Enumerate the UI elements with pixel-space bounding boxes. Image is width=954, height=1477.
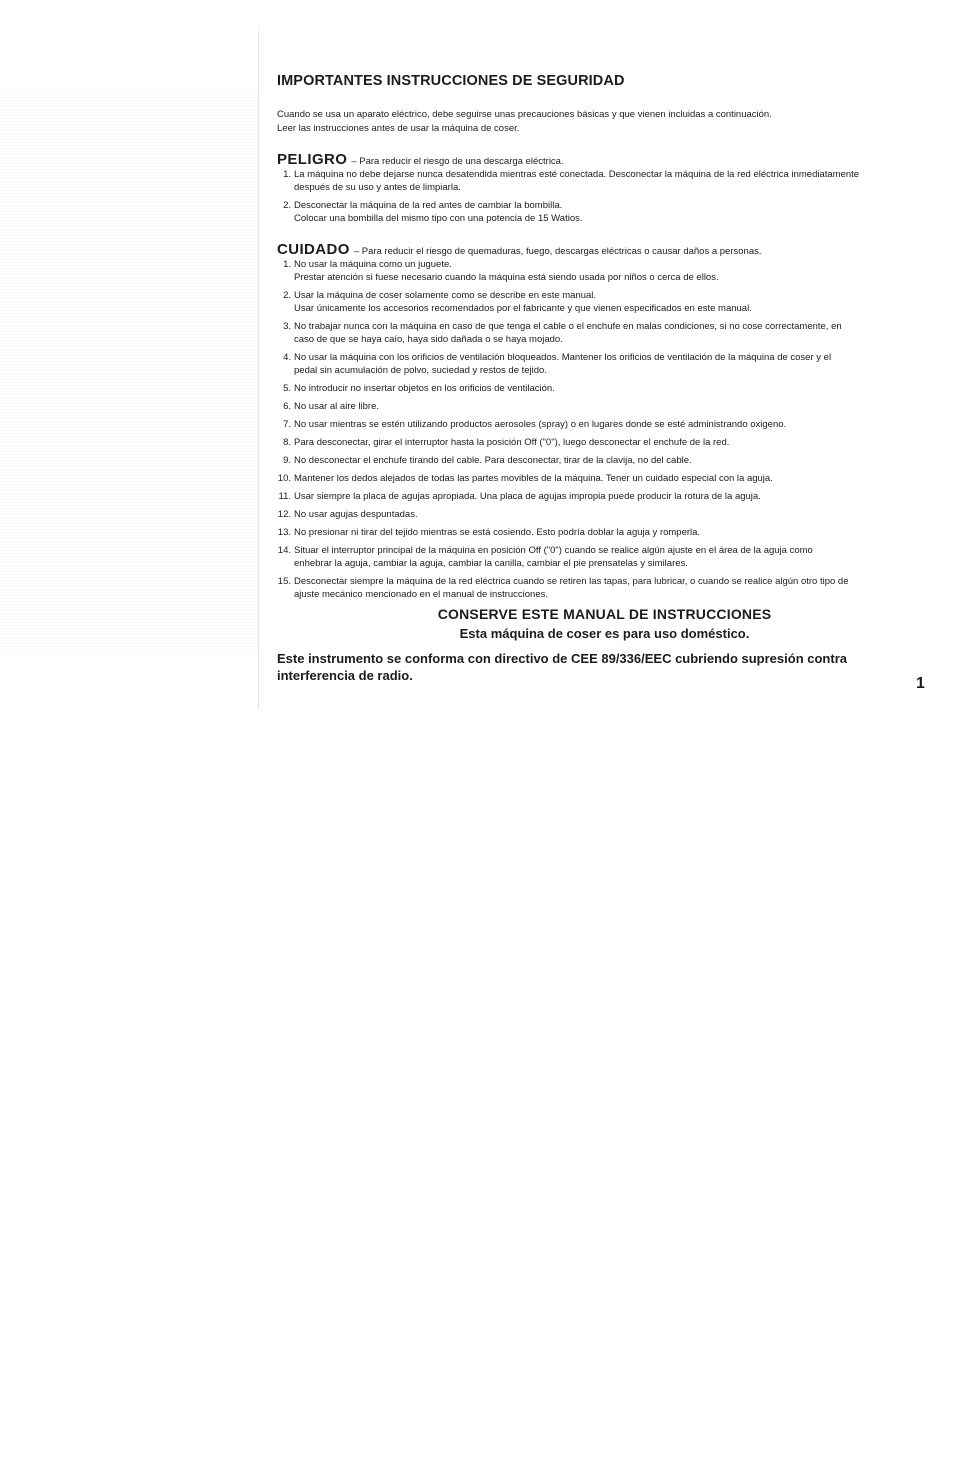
list-item [277,526,932,539]
list-item [277,418,932,431]
item-text: Prestar atención si fuese necesario cuando la máquina está siendo usada por niños o cerca de ellos. [294,272,719,283]
fold-line [258,30,259,710]
list-item [277,168,932,194]
item-number: 3. [283,321,291,332]
domestic-use-note: Esta máquina de coser es para uso doméstico. [459,626,750,641]
item-text: Usar únicamente los accesorios recomendados por el fabricante y que vienen especificados en este manual. [294,303,752,314]
list-item [277,472,932,485]
cuidado-section [277,241,932,601]
list-item [277,351,932,377]
item-text: Para desconectar, girar el interruptor hasta la posición Off ("0"), luego desconectar el enchufe de la red. [294,437,730,448]
item-number: 10. [277,473,291,484]
list-item [277,400,932,413]
directive-note: Este instrumento se conforma con directivo de CEE 89/336/EEC cubriendo supresión contra interferencia de radio. [277,651,847,683]
item-number: 9. [283,455,291,466]
item-number: 7. [283,419,291,430]
item-text: pedal sin acumulación de polvo, suciedad y restos de tejido. [294,365,547,376]
item-text: La máquina no debe dejarse nunca desatendida mientras esté conectada. Desconectar la máquina de la red eléctrica inmediatamente [294,169,860,180]
peligro-heading: PELIGRO [277,151,348,168]
item-number: 14. [277,545,291,556]
list-item [277,382,932,395]
item-text: No introducir no insertar objetos en los orificios de ventilación. [294,383,555,394]
item-text: No usar la máquina con los orificios de ventilación bloqueados. Mantener los orificios de ventilación de la máquina de coser y el [294,352,832,363]
item-text: Situar el interruptor principal de la máquina en posición Off ("0") cuando se realice algún ajuste en el área de la aguja como [294,545,813,556]
item-text: No usar la máquina como un juguete. [294,259,452,270]
item-number: 12. [277,509,291,520]
safety-instructions [277,73,932,684]
item-number: 2. [283,200,291,211]
item-text: Desconectar la máquina de la red antes de cambiar la bombilla. [294,200,563,211]
item-text: después de su uso y antes de limpiarla. [294,182,461,193]
list-item [277,508,932,521]
scan-texture [0,90,258,650]
cuidado-heading: CUIDADO [277,241,350,258]
item-number: 5. [283,383,291,394]
item-text: Desconectar siempre la máquina de la red eléctrica cuando se retiren las tapas, para lubricar, o cuando se realice algún otro tipo de [294,576,849,587]
item-number: 4. [283,352,291,363]
peligro-heading-row [277,151,932,168]
item-text: No desconectar el enchufe tirando del cable. Para desconectar, tirar de la clavija, no del cable. [294,455,692,466]
item-number: 2. [283,290,291,301]
list-item [277,490,932,503]
list-item [277,544,932,570]
item-text: Usar siempre la placa de agujas apropiada. Una placa de agujas impropia puede producir la rotura de la aguja. [294,491,761,502]
item-text: Colocar una bombilla del mismo tipo con una potencia de 15 Watios. [294,213,583,224]
list-item [277,289,932,315]
item-text: enhebrar la aguja, cambiar la aguja, cambiar la canilla, cambiar el pie prensatelas y similares. [294,558,688,569]
item-number: 8. [283,437,291,448]
conserve-heading: CONSERVE ESTE MANUAL DE INSTRUCCIONES [437,606,772,622]
item-text: Usar la máquina de coser solamente como se describe en este manual. [294,290,597,301]
item-number: 1. [283,169,291,180]
item-text: No presionar ni tirar del tejido mientras se está cosiendo. Esto podría doblar la aguja y romperla. [294,527,701,538]
list-item [277,320,932,346]
peligro-section [277,151,932,225]
peligro-subtitle: – Para reducir el riesgo de una descarga eléctrica. [351,156,564,167]
intro-paragraph [277,108,932,136]
item-text: No usar al aire libre. [294,401,380,412]
item-text: Mantener los dedos alejados de todas las partes movibles de la máquina. Tener un cuidado especial con la aguja. [294,473,773,484]
item-number: 1. [283,259,291,270]
intro-line: Cuando se usa un aparato eléctrico, debe seguirse unas precauciones básicas y que vienen incluidas a continuación. [277,109,772,120]
list-item [277,454,932,467]
list-item [277,199,932,225]
cuidado-heading-row [277,241,932,258]
peligro-list [277,168,932,225]
item-number: 6. [283,401,291,412]
cuidado-list [277,258,932,601]
item-number: 15. [277,576,291,587]
page-title: IMPORTANTES INSTRUCCIONES DE SEGURIDAD [277,73,625,89]
item-text: caso de que se haya caío, haya sido dañada o se haya mojado. [294,334,563,345]
item-text: ajuste mecánico mencionado en el manual de instrucciones. [294,589,549,600]
list-item [277,258,932,284]
cuidado-subtitle: – Para reducir el riesgo de quemaduras, fuego, descargas eléctricas o causar daños a personas. [353,246,762,257]
list-item [277,575,932,601]
item-text: No usar mientras se estén utilizando productos aerosoles (spray) o en lugares donde se esté administrando oxigeno. [294,419,787,430]
item-number: 13. [277,527,291,538]
item-text: No trabajar nunca con la máquina en caso de que tenga el cable o el enchufe en malas condiciones, si no cose correctamente, en [294,321,842,332]
page-number: 1 [916,675,925,692]
intro-line: Leer las instrucciones antes de usar la máquina de coser. [277,123,520,134]
item-text: No usar agujas despuntadas. [294,509,418,520]
list-item [277,436,932,449]
item-number: 11. [278,491,291,502]
